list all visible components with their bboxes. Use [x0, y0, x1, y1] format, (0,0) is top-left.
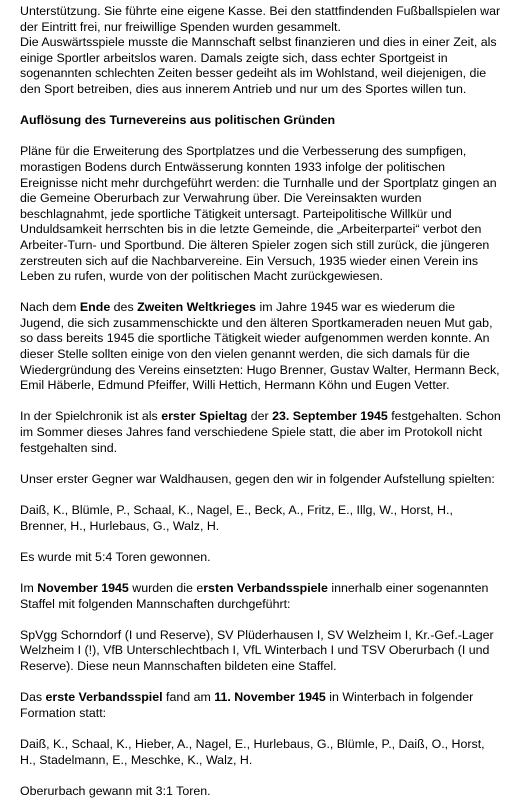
- lineup-waldhausen: Daiß, K., Blümle, P., Schaal, K., Nagel, E., Beck, A., Fritz, E., Illg, W., Horst, H., Brenner, H., Hurlebaus, G., Walz, H.: [20, 503, 453, 533]
- lineup-winterbach: Daiß, K., Schaal, K., Hieber, A., Nagel, E., Hurlebaus, G., Blümle, P., Daiß, O., Horst, H., Stadelmann, E., Meschke, K., Walz, H.: [20, 736, 485, 767]
- paragraph-first-league-game: Das erste Verbandsspiel fand am 11. November 1945 in Winterbach in folgender Formation statt:: [20, 690, 474, 720]
- paragraph-dissolution: Pläne für die Erweiterung des Sportplatzes und die Verbesserung des sumpfigen, morastigen Bodens durch Entwässerung konnten 1933 infolge der politischen Ereignisse nicht mehr durchgeführt werden: die Turnhalle und der Sportplatz gingen an die Gemeine Oberurbach zur Verwahrung über. Die Vereinsakten wurden beschlagnahmt, jede sportliche Tätigkeit untersagt. Parteipolitische Willkür und Unduldsamkeit herrschten bis in die letzte Gemeinde, die „Arbeiterpartei“ verbot den Arbeiter-Turn- und Sportbund. Die älteren Spieler zogen sich still zurück, die jüngeren zerstreuten sich auf die Nachbarvereine. Ein Versuch, 1935 wieder einen Verein ins Leben zu rufen, wurde von der politischen Macht zurückgewiesen.: [20, 144, 497, 284]
- paragraph-first-opponent: Unser erster Gegner war Waldhausen, gegen den wir in folgender Aufstellung spielten:: [20, 471, 495, 486]
- result-waldhausen: Es wurde mit 5:4 Toren gewonnen.: [20, 549, 211, 564]
- team-list: SpVgg Schorndorf (I und Reserve), SV Plüderhausen I, SV Welzheim I, Kr.-Gef.-Lager Welzheim I (!), VfB Unterschlechtbach I, VfL Winterbach I und TSV Oberurbach (I und Reserve). Diese neun Mannschaften bildeten eine Staffel.: [20, 627, 494, 673]
- result-winterbach: Oberurbach gewann mit 3:1 Toren.: [20, 783, 211, 798]
- paragraph-league-games: Im November 1945 wurden die ersten Verbandsspiele innerhalb einer sogenannten Staffel mit folgenden Mannschaften durchgeführt:: [20, 580, 489, 611]
- intro-paragraph-1: Unterstützung. Sie führte eine eigene Kasse. Bei den stattfindenden Fußballspielen war der Eintritt frei, nur freiwillige Spenden wurden gesammelt.: [20, 4, 501, 34]
- intro-paragraph-2: Die Auswärtsspiele musste die Mannschaft selbst finanzieren und dies in einer Zeit, als einige Sportler arbeitslos waren. Damals zeigte sich, dass echter Sportgeist in sogenannten schlechten Zeiten besser gedeiht als im Wohlstand, weil diejenigen, die den Sport betreiben, dies aus innerem Antrieb und nur um des Sportes willen tun.: [20, 35, 497, 96]
- paragraph-postwar: Nach dem Ende des Zweiten Weltkrieges im Jahre 1945 war es wiederum die Jugend, die sich zusammenschickte und den älteren Sportkameraden neuen Mut gab, so dass bereits 1945 die sportliche Tätigkeit wieder aufgenommen werden konnte. An dieser Stelle sollten einige von den vielen genannt werden, die sich damals für die Wiedergründung des Vereins einsetzten: Hugo Brenner, Gustav Walter, Hermann Beck, Emil Häberle, Edmund Pfeiffer, Willi Hettich, Hermann Köhn und Eugen Vetter.: [20, 300, 500, 393]
- section-heading: Auflösung des Turnevereins aus politischen Gründen: [20, 113, 336, 128]
- paragraph-first-matchday: In der Spielchronik ist als erster Spieltag der 23. September 1945 festgehalten. Schon im Sommer dieses Jahres fand verschiedene Spiele statt, die aber im Protokoll nicht festgehalten sind.: [20, 409, 501, 455]
